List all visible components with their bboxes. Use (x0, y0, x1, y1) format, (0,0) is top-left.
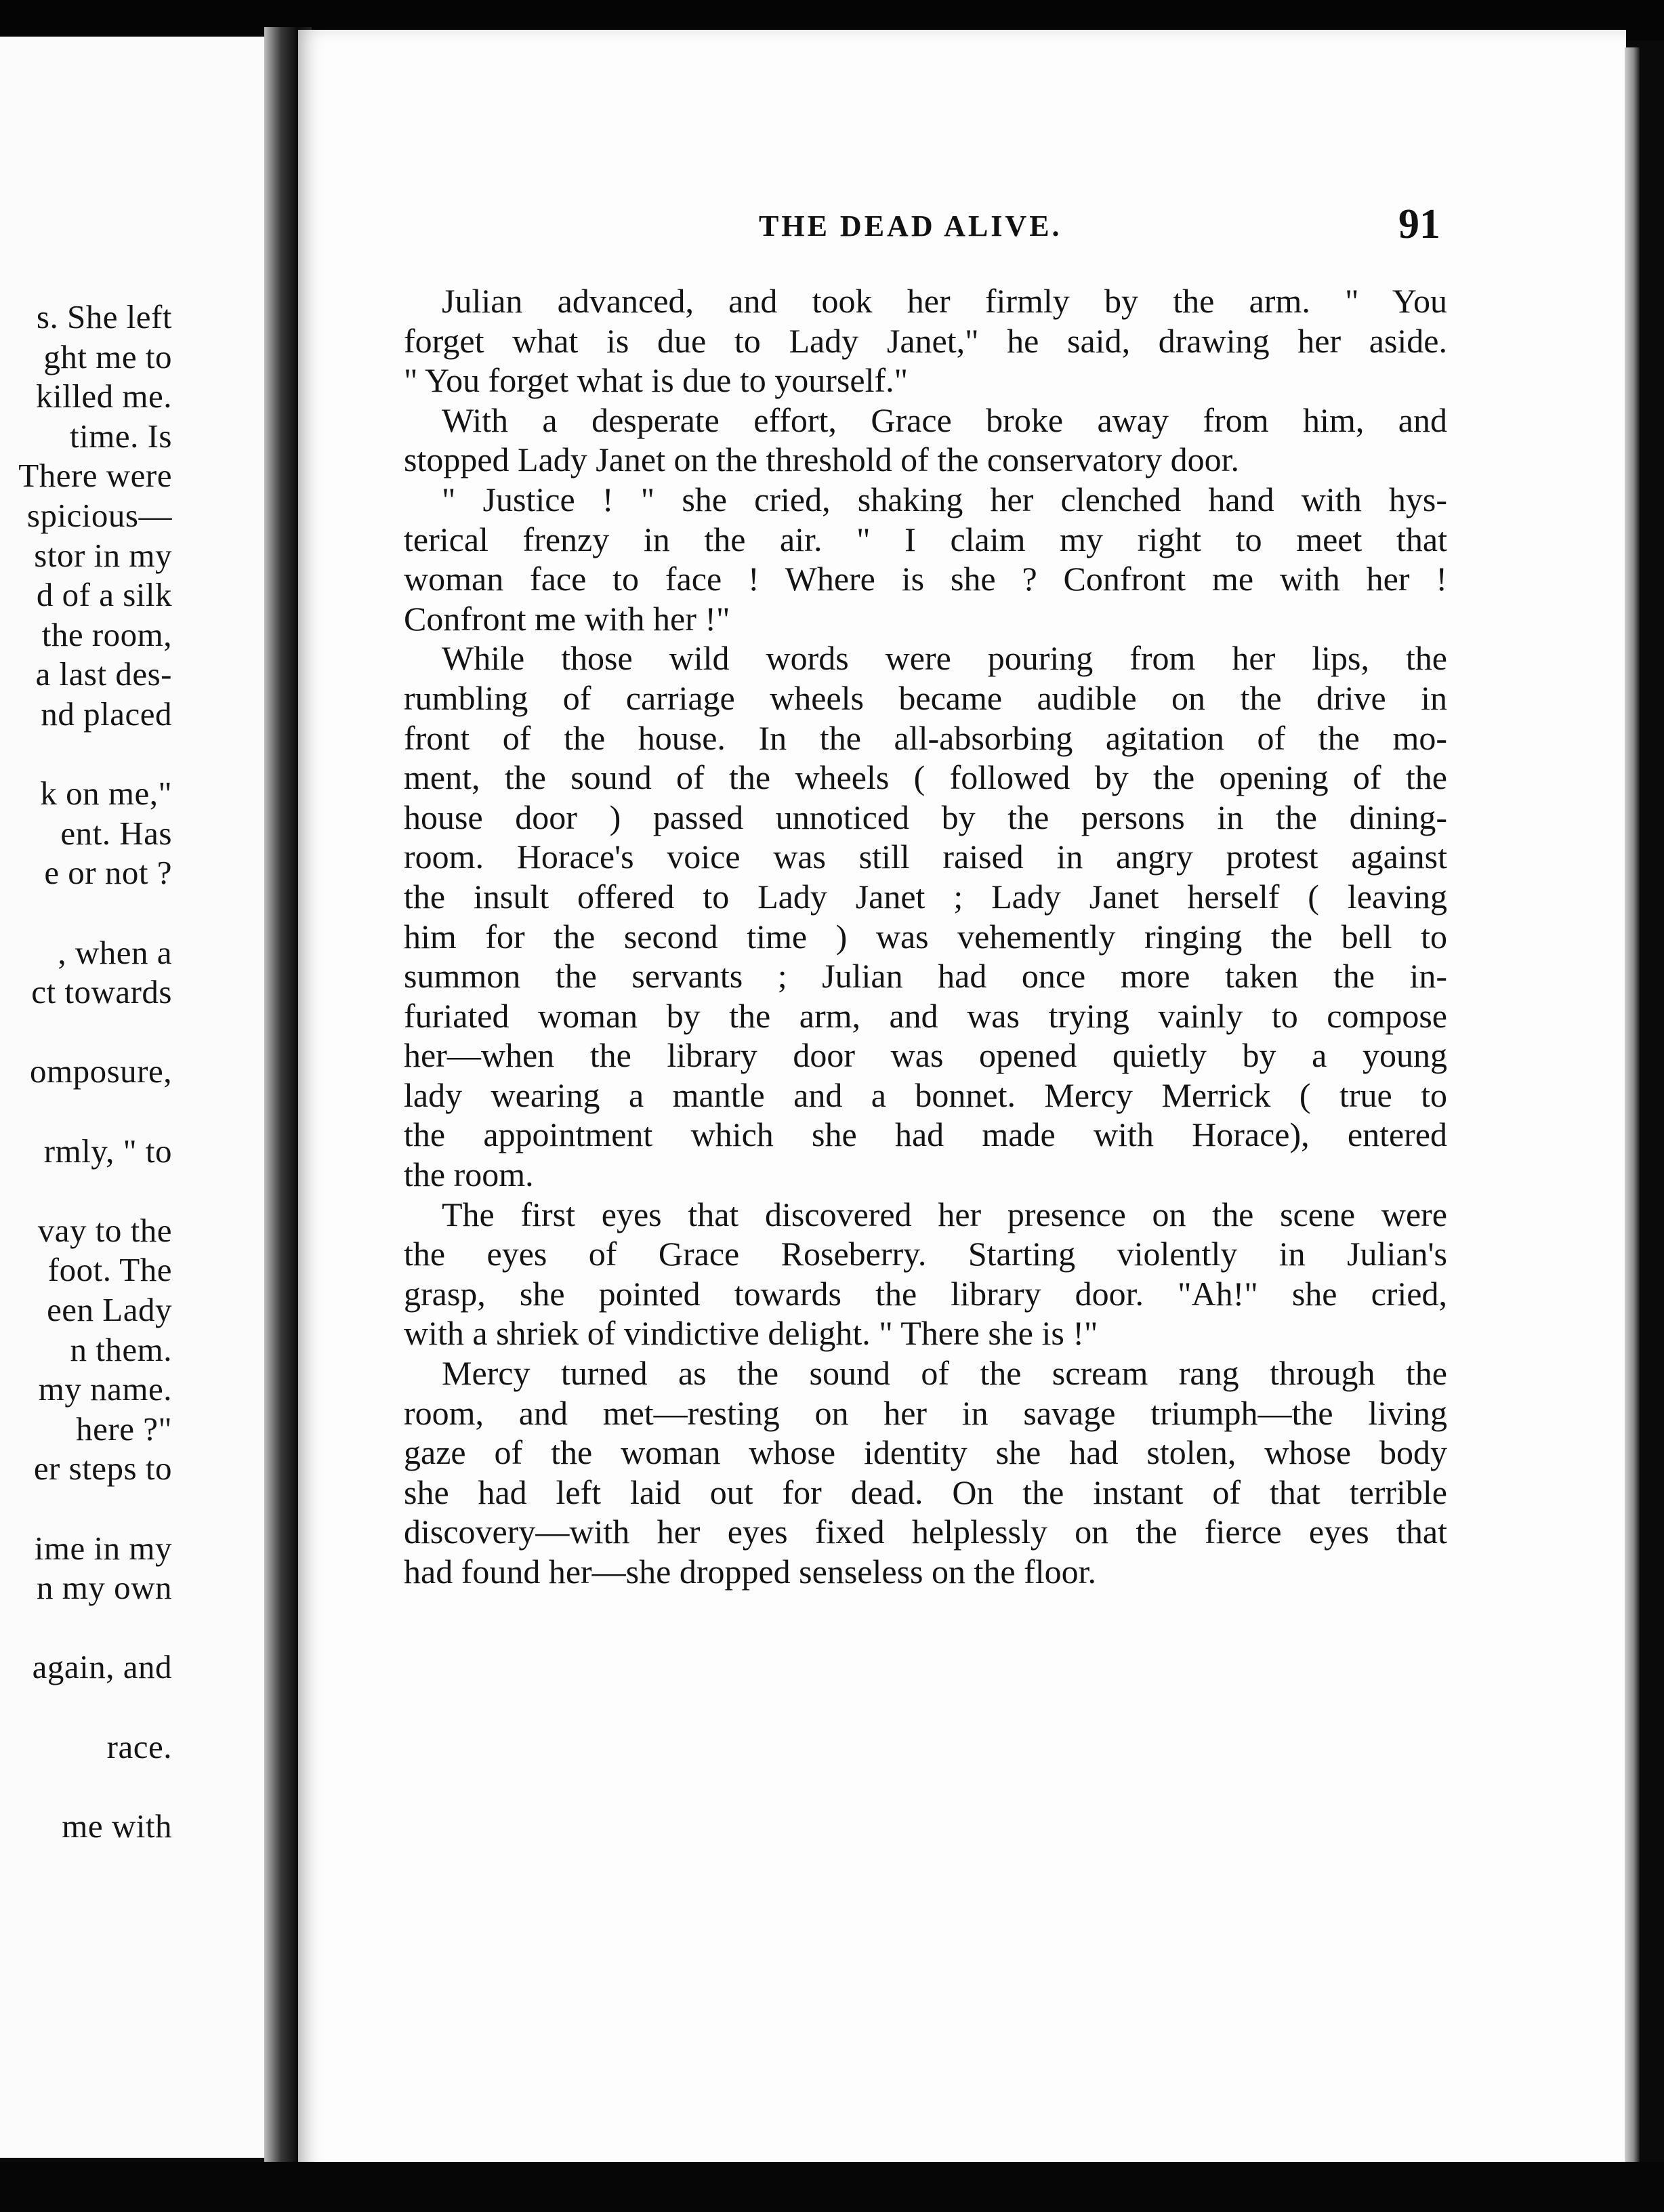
text-line: grasp, she pointed towards the library door. "Ah!" she cried, (404, 1274, 1447, 1313)
facing-page-line: k on me," (40, 775, 172, 813)
facing-page-line: s. She left (36, 298, 172, 335)
facing-page-line: time. Is (70, 417, 172, 455)
text-line: While those wild words were pouring from her lips, the (442, 639, 1447, 678)
text-line: summon the servants ; Julian had once more taken the in- (404, 957, 1447, 996)
text-line: room, and met—resting on her in savage triumph—the living (404, 1393, 1447, 1432)
text-line: woman face to face ! Where is she ? Confront me with her ! (404, 560, 1447, 598)
facing-page-line: een Lady (47, 1291, 172, 1328)
text-line: the insult offered to Lady Janet ; Lady Janet herself ( leaving (404, 877, 1447, 916)
facing-page-line: n them. (70, 1330, 172, 1368)
running-head: THE DEAD ALIVE. (759, 209, 1062, 243)
text-line: " Justice ! " she cried, shaking her clenched hand with hys- (442, 480, 1447, 518)
text-line: had found her—she dropped senseless on the floor. (404, 1553, 1096, 1591)
facing-page-line: ct towards (31, 973, 172, 1011)
facing-page-line: ent. Has (60, 814, 172, 852)
text-line: her—when the library door was opened quietly by a young (404, 1036, 1447, 1075)
text-line: house door ) passed unnoticed by the persons in the dining- (404, 798, 1447, 836)
facing-page-line: my name. (38, 1370, 172, 1408)
text-line: terical frenzy in the air. " I claim my right to meet that (404, 520, 1447, 558)
facing-page-line: vay to the (37, 1211, 172, 1249)
facing-page-line: spicious— (26, 497, 172, 534)
facing-page-line: e or not ? (44, 854, 172, 892)
text-line: rumbling of carriage wheels became audible on the drive in (404, 678, 1447, 717)
text-line: Confront me with her !" (404, 599, 730, 638)
facing-page-line: the room, (41, 615, 172, 653)
facing-page-line: race. (106, 1727, 172, 1765)
text-line: With a desperate effort, Grace broke away from him, and (442, 401, 1447, 439)
facing-page-line: foot. The (47, 1251, 172, 1289)
facing-page-line: ime in my (34, 1529, 172, 1567)
text-line: Mercy turned as the sound of the scream rang through the (442, 1354, 1447, 1393)
text-line: ment, the sound of the wheels ( followed by the opening of the (404, 758, 1447, 797)
text-line: forget what is due to Lady Janet," he said, drawing her aside. (404, 321, 1447, 360)
text-line: the eyes of Grace Roseberry. Starting violently in Julian's (404, 1235, 1447, 1273)
text-line: gaze of the woman whose identity she had stolen, whose body (404, 1433, 1447, 1472)
facing-page-line: again, and (32, 1648, 172, 1686)
facing-page-line: killed me. (36, 377, 172, 415)
text-line: room. Horace's voice was still raised in angry protest against (404, 838, 1447, 876)
facing-page-line: er steps to (33, 1450, 172, 1488)
text-line: with a shriek of vindictive delight. " There she is !" (404, 1314, 1098, 1353)
facing-page-line: d of a silk (36, 576, 172, 614)
facing-page-line: , when a (58, 933, 172, 971)
text-line: discovery—with her eyes fixed helplessly on the fierce eyes that (404, 1513, 1447, 1551)
facing-page-line: nd placed (41, 695, 172, 733)
text-line: furiated woman by the arm, and was trying vainly to compose (404, 996, 1447, 1035)
text-line: " You forget what is due to yourself." (404, 361, 909, 400)
facing-page-line: omposure, (30, 1052, 172, 1090)
scan-border-bottom (0, 2162, 1664, 2212)
facing-page-line: ght me to (43, 337, 172, 375)
text-line: Julian advanced, and took her firmly by the arm. " You (442, 282, 1447, 320)
page-edge (1625, 47, 1640, 2182)
text-line: she had left laid out for dead. On the instant of that terrible (404, 1473, 1447, 1511)
text-line: The first eyes that discovered her presence on the scene were (442, 1195, 1447, 1233)
text-line: him for the second time ) was vehemently ringing the bell to (404, 917, 1447, 956)
facing-page-line: here ?" (76, 1410, 172, 1448)
body-text (404, 281, 1447, 1592)
facing-page-line: n my own (37, 1569, 172, 1607)
text-line: the room. (404, 1155, 534, 1194)
facing-page-line: rmly, " to (43, 1132, 172, 1170)
page-number: 91 (1398, 201, 1440, 247)
facing-page-line: stor in my (34, 536, 172, 574)
text-line: front of the house. In the all-absorbing agitation of the mo- (404, 718, 1447, 757)
facing-page-line: me with (62, 1807, 172, 1845)
text-line: the appointment which she had made with Horace), entered (404, 1115, 1447, 1154)
text-line: stopped Lady Janet on the threshold of the conservatory door. (404, 441, 1240, 479)
text-line: lady wearing a mantle and a bonnet. Mercy Merrick ( true to (404, 1076, 1447, 1114)
facing-page-line: There were (18, 457, 172, 495)
facing-page-line: a last des- (35, 655, 172, 693)
facing-page (0, 37, 271, 2158)
